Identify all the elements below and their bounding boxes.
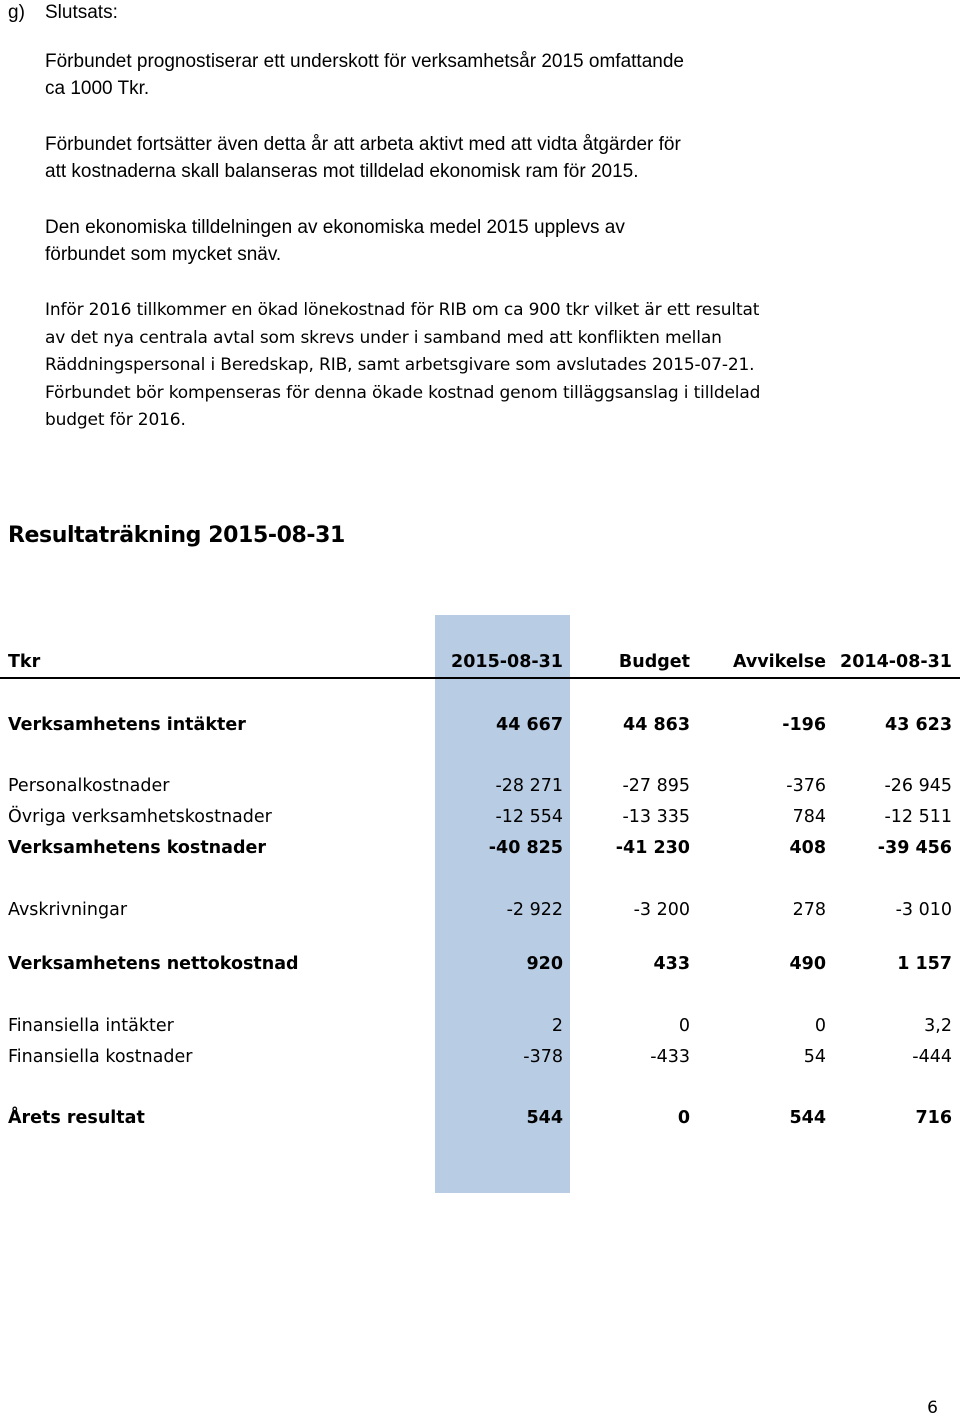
cell-avvikelse: -376 — [786, 776, 826, 796]
cell-avvikelse: 54 — [803, 1047, 826, 1067]
table-row — [0, 950, 960, 978]
cell-avvikelse: 408 — [789, 838, 826, 858]
cell-2014: 716 — [915, 1108, 952, 1128]
row-label: Verksamhetens nettokostnad — [8, 954, 299, 974]
column-header-avvikelse: Avvikelse — [732, 652, 826, 672]
row-label: Avskrivningar — [8, 900, 128, 920]
cell-2015: -378 — [523, 1047, 563, 1067]
cell-2015: 44 667 — [496, 715, 563, 735]
column-header-budget: Budget — [618, 652, 690, 672]
cell-2014: 1 157 — [897, 954, 952, 974]
cell-budget: -433 — [650, 1047, 690, 1067]
table-row — [0, 772, 960, 800]
column-header-2014-08-31: 2014-08-31 — [840, 652, 952, 672]
column-header-tkr: Tkr — [8, 652, 41, 672]
section-title: Slutsats: — [45, 2, 118, 23]
cell-budget: -27 895 — [622, 776, 690, 796]
cell-2014: -444 — [912, 1047, 952, 1067]
cell-2015: -40 825 — [488, 838, 563, 858]
cell-2014: -12 511 — [884, 807, 952, 827]
cell-2015: 2 — [551, 1016, 563, 1036]
row-label: Verksamhetens intäkter — [8, 715, 246, 735]
page-number: 6 — [927, 1398, 938, 1418]
cell-avvikelse: 544 — [789, 1108, 826, 1128]
table-row — [0, 834, 960, 862]
row-label: Verksamhetens kostnader — [8, 838, 266, 858]
cell-budget: -13 335 — [622, 807, 690, 827]
paragraph-forecast: Förbundet prognostiserar ett underskott för verksamhetsår 2015 omfattande ca 1000 Tkr. — [45, 51, 684, 99]
section-heading — [8, 0, 118, 26]
cell-2014: -26 945 — [884, 776, 952, 796]
row-label: Årets resultat — [8, 1108, 145, 1128]
table-row — [0, 803, 960, 831]
report-title: Resultaträkning 2015-08-31 — [8, 523, 345, 548]
paragraph-measures: Förbundet fortsätter även detta år att arbeta aktivt med att vidta åtgärder för att kostnaderna skall balanseras mot tilldelad ekonomisk ram för 2015. — [45, 134, 681, 182]
cell-budget: 0 — [678, 1016, 690, 1036]
cell-2015: -28 271 — [495, 776, 563, 796]
cell-avvikelse: 490 — [789, 954, 826, 974]
cell-avvikelse: 0 — [814, 1016, 826, 1036]
cell-budget: 44 863 — [623, 715, 690, 735]
table-row — [0, 711, 960, 739]
cell-2014: -3 010 — [895, 900, 952, 920]
paragraph-rib-cost: Inför 2016 tillkommer en ökad lönekostnad för RIB om ca 900 tkr vilket är ett resultat av det nya centrala avtal som skrevs under i samband med att konflikten mellan Räddningspersonal i Beredskap, RIB, samt arbetsgivare som avslutades 2015-07-21. Förbundet bör kompenseras för denna ökade kostnad genom tilläggsanslag i tilldelad budget för 2016. — [45, 300, 761, 430]
cell-2014: -39 456 — [877, 838, 952, 858]
header-rule — [0, 677, 960, 679]
table-row — [0, 1012, 960, 1040]
row-label: Personalkostnader — [8, 776, 170, 796]
row-label: Övriga verksamhetskostnader — [8, 807, 272, 827]
table-row — [0, 1043, 960, 1071]
cell-2015: -2 922 — [506, 900, 563, 920]
column-header-2015-08-31: 2015-08-31 — [451, 652, 563, 672]
table-row — [0, 1104, 960, 1132]
table-header — [0, 648, 960, 676]
cell-budget: -41 230 — [615, 838, 690, 858]
cell-2014: 3,2 — [924, 1016, 952, 1036]
cell-budget: 0 — [677, 1108, 690, 1128]
cell-budget: -3 200 — [633, 900, 690, 920]
row-label: Finansiella kostnader — [8, 1047, 193, 1067]
cell-2015: 920 — [526, 954, 563, 974]
cell-avvikelse: -196 — [782, 715, 826, 735]
cell-avvikelse: 278 — [792, 900, 826, 920]
cell-2015: -12 554 — [495, 807, 563, 827]
cell-budget: 433 — [653, 954, 690, 974]
table-row — [0, 896, 960, 924]
cell-2015: 544 — [526, 1108, 563, 1128]
section-marker: g) — [8, 2, 25, 23]
paragraph-allocation: Den ekonomiska tilldelningen av ekonomiska medel 2015 upplevs av förbundet som mycket snäv. — [45, 217, 625, 265]
row-label: Finansiella intäkter — [8, 1016, 174, 1036]
cell-avvikelse: 784 — [792, 807, 826, 827]
cell-2014: 43 623 — [885, 715, 952, 735]
